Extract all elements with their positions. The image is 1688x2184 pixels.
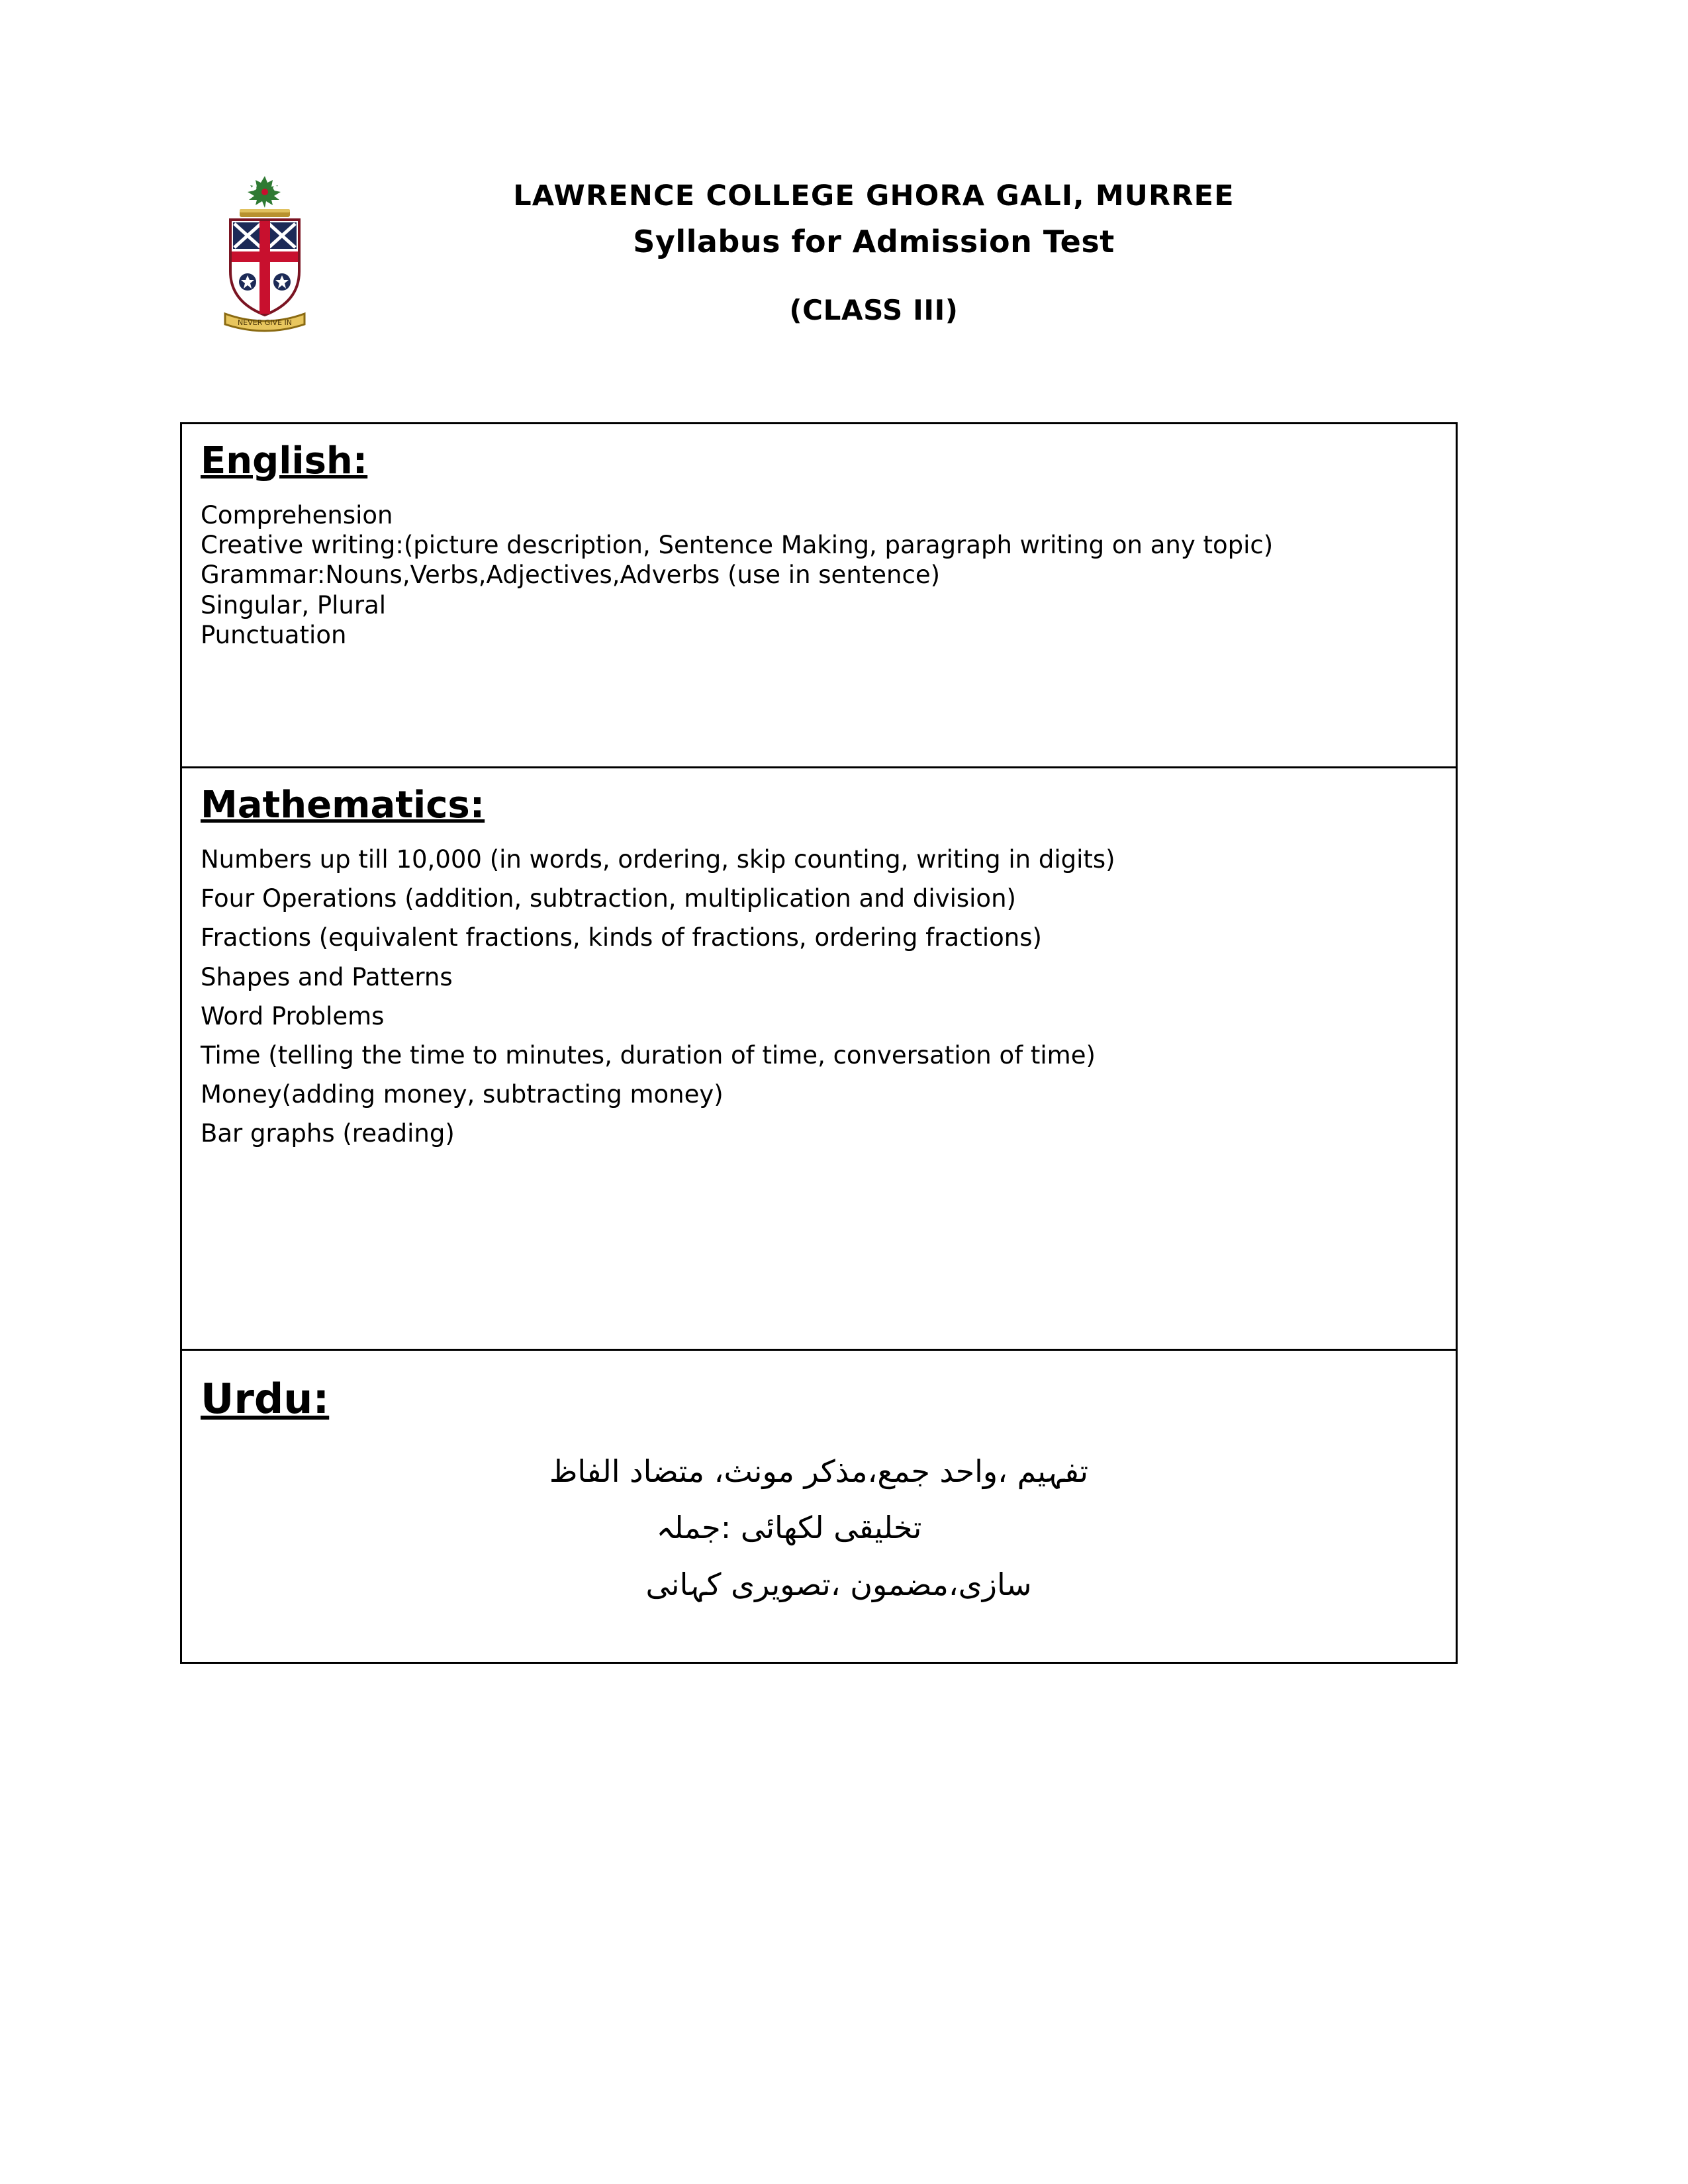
- section-urdu: [182, 1351, 1456, 1662]
- school-name: LAWRENCE COLLEGE GHORA GALI, MURREE: [513, 179, 1235, 212]
- list-item: Word Problems: [201, 1001, 385, 1030]
- list-item: Creative writing:(picture description, Sentence Making, paragraph writing on any topic): [201, 531, 1274, 560]
- list-item: تفہیم ،واحد جمع،مذکر مونث، متضاد الفاظ: [549, 1453, 1089, 1490]
- document-header: [0, 165, 1688, 410]
- urdu-items: [201, 1443, 1437, 1619]
- header-text-block: [344, 179, 1403, 326]
- document-subtitle: Syllabus for Admission Test: [633, 223, 1115, 259]
- section-title-urdu: Urdu:: [201, 1375, 330, 1423]
- list-item: Money(adding money, subtracting money): [201, 1079, 724, 1109]
- list-item: Grammar:Nouns,Verbs,Adjectives,Adverbs (use in sentence): [201, 561, 941, 590]
- class-label: (CLASS III): [789, 293, 959, 326]
- school-crest-icon: [199, 172, 331, 338]
- list-item: سازی،مضمون ،تصویری کہانی: [645, 1566, 1032, 1602]
- list-item: Punctuation: [201, 620, 347, 649]
- list-item: Shapes and Patterns: [201, 962, 453, 991]
- english-items: [201, 500, 1437, 650]
- list-item: Numbers up till 10,000 (in words, ordering, skip counting, writing in digits): [201, 845, 1115, 874]
- section-english: [182, 424, 1456, 768]
- section-title-english: English:: [201, 439, 368, 482]
- list-item: Four Operations (addition, subtraction, multiplication and division): [201, 884, 1016, 913]
- mathematics-items: [201, 844, 1437, 1148]
- syllabus-table: [180, 422, 1458, 1664]
- svg-text:NEVER GIVE IN: NEVER GIVE IN: [237, 318, 293, 327]
- list-item: Time (telling the time to minutes, duration of time, conversation of time): [201, 1040, 1096, 1069]
- list-item: تخلیقی لکھائی :جملہ: [656, 1510, 922, 1546]
- list-item: Comprehension: [201, 501, 393, 530]
- list-item: Singular, Plural: [201, 590, 387, 619]
- list-item: Fractions (equivalent fractions, kinds of fractions, ordering fractions): [201, 923, 1042, 952]
- section-mathematics: [182, 768, 1456, 1351]
- list-item: Bar graphs (reading): [201, 1119, 455, 1148]
- section-title-mathematics: Mathematics:: [201, 784, 485, 827]
